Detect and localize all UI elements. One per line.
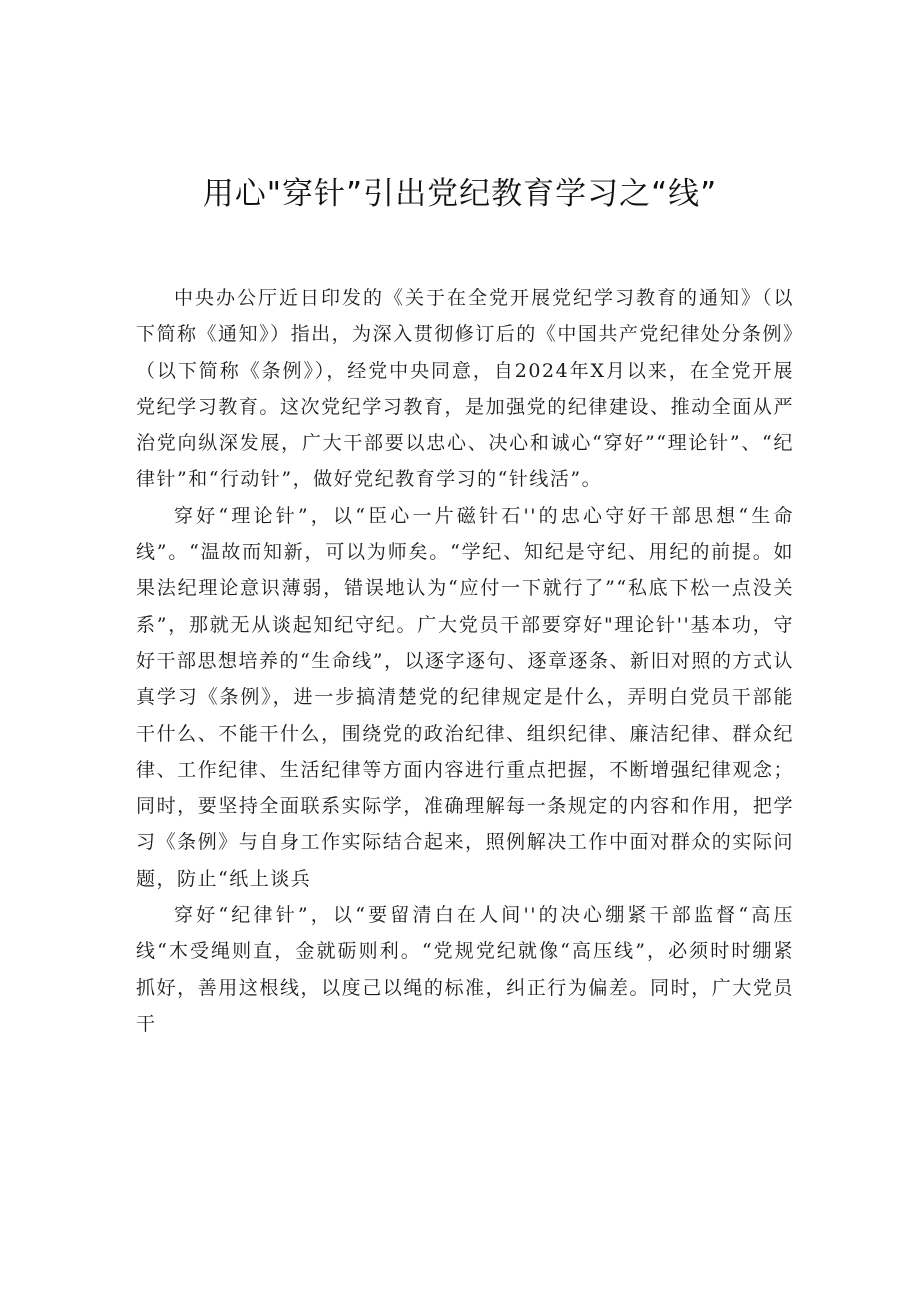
paragraph-3: 穿好“纪律针”，以“要留清白在人间''的决心绷紧干部监督“高压线“木受绳则直，金就砺则利。“党规党纪就像“高压线”，必须时时绷紧抓好，善用这根线，以度己以绳的标准，纠正行为偏差。同时，广大党员干 (136, 904, 794, 1035)
document-body (136, 280, 794, 1042)
paragraph-1: 中央办公厅近日印发的《关于在全党开展党纪学习教育的通知》（以下简称《通知》）指出，为深入贯彻修订后的《中国共产党纪律处分条例》（以下简称《条例》），经党中央同意，自2024年X月以来，在全党开展党纪学习教育。这次党纪学习教育，是加强党的纪律建设、推动全面从严治党向纵深发展，广大干部要以忠心、决心和诚心“穿好”“理论针”、“纪律针”和“行动针”，做好党纪教育学习的“针线活”。 (136, 287, 794, 491)
paragraph-2: 穿好“理论针”，以“臣心一片磁针石''的忠心守好干部思想“生命线”。“温故而知新，可以为师矣。“学纪、知纪是守纪、用纪的前提。如果法纪理论意识薄弱，错误地认为“应付一下就行了”“私底下松一点没关系”，那就无从谈起知纪守纪。广大党员干部要穿好"理论针''基本功，守好干部思想培养的“生命线”，以逐字逐句、逐章逐条、新旧对照的方式认真学习《条例》，进一步搞清楚党的纪律规定是什么，弄明白党员干部能干什么、不能干什么，围绕党的政治纪律、组织纪律、廉洁纪律、群众纪律、工作纪律、生活纪律等方面内容进行重点把握，不断增强纪律观念；同时，要坚持全面联系实际学，准确理解每一条规定的内容和作用，把学习《条例》与自身工作实际结合起来，照例解决工作中面对群众的实际问题，防止“纸上谈兵 (136, 504, 794, 890)
document-title: 用心"穿针”引出党纪教育学习之“线” (202, 176, 718, 212)
